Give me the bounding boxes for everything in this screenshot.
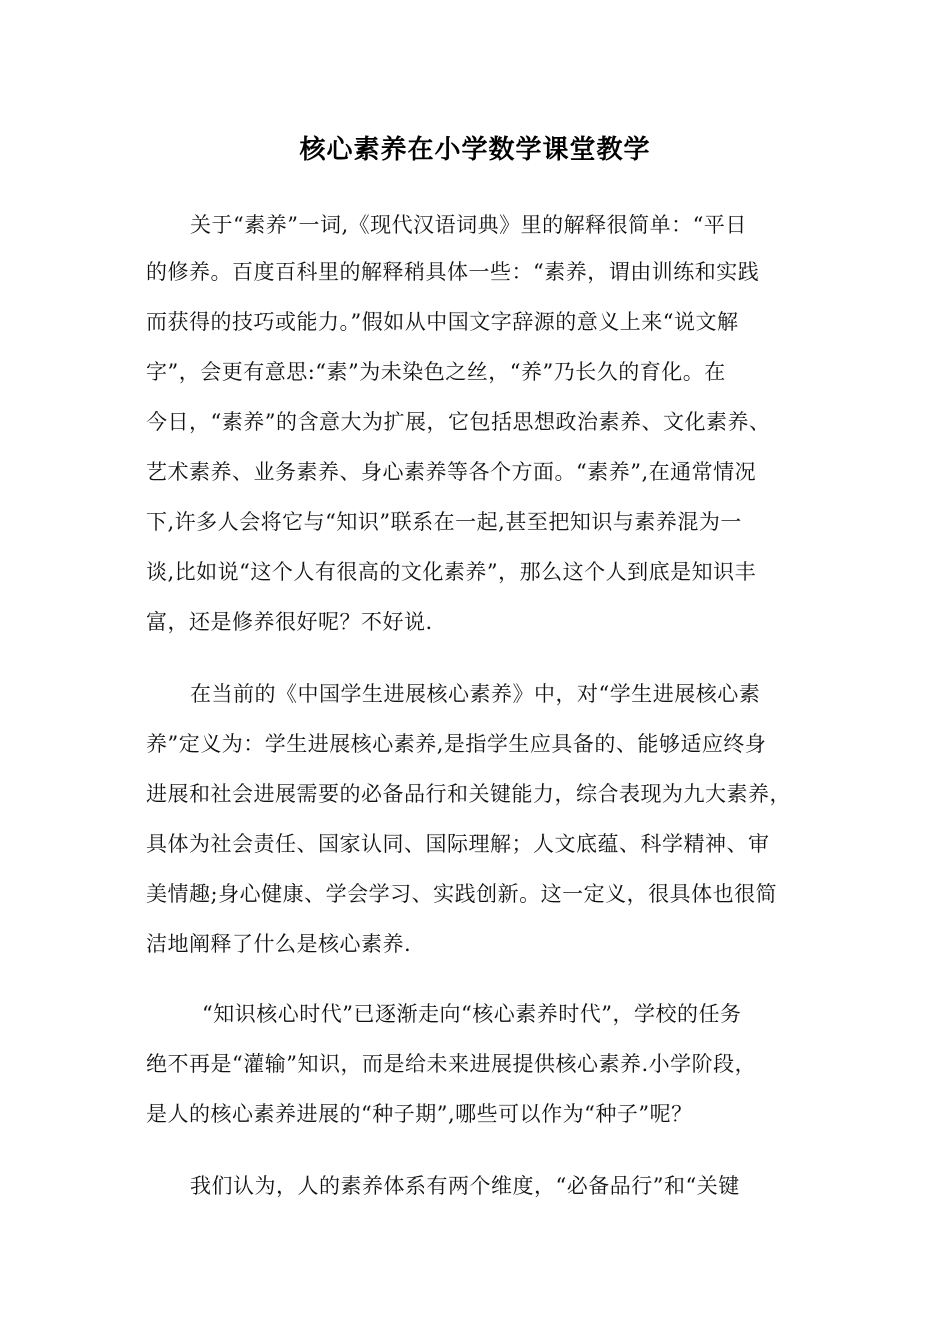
paragraph-line: 洁地阐释了什么是核心素养. — [146, 932, 412, 956]
paragraph-line: 艺术素养、业务素养、身心素养等各个方面。“素养”,在通常情况 — [146, 460, 757, 484]
paragraph-line: “知识核心时代”已逐渐走向“核心素养时代”，学校的任务 — [202, 1002, 742, 1026]
paragraph-line: 而获得的技巧或能力。”假如从中国文字辞源的意义上来“说文解 — [146, 310, 739, 334]
paragraph-line: 美情趣;身心健康、学会学习、实践创新。这一定义，很具体也很简 — [146, 882, 778, 906]
paragraph-line: 的修养。百度百科里的解释稍具体一些：“素养，谓由训练和实践 — [146, 260, 760, 284]
paragraph-line: 今日，“素养”的含意大为扩展，它包括思想政治素养、文化素养、 — [146, 410, 771, 434]
paragraph-line: 谈,比如说“这个人有很高的文化素养”，那么这个人到底是知识丰 — [146, 560, 757, 584]
paragraph-line: 我们认为，人的素养体系有两个维度，“必备品行”和“关键 — [190, 1174, 740, 1198]
paragraph-line: 养”定义为：学生进展核心素养,是指学生应具备的、能够适应终身 — [146, 732, 767, 756]
paragraph-line: 是人的核心素养进展的“种子期”,哪些可以作为“种子”呢？ — [146, 1102, 693, 1126]
document-title: 核心素养在小学数学课堂教学 — [299, 135, 651, 165]
paragraph-line: 关于“素养”一词,《现代汉语词典》里的解释很简单：“平日 — [190, 213, 747, 237]
paragraph-line: 富，还是修养很好呢？不好说. — [146, 610, 433, 634]
paragraph-line: 进展和社会进展需要的必备品行和关键能力，综合表现为九大素养， — [146, 782, 791, 806]
paragraph-line: 在当前的《中国学生进展核心素养》中，对“学生进展核心素 — [190, 682, 761, 706]
paragraph-line: 字”，会更有意思:“素”为未染色之丝，“养”乃长久的育化。在 — [146, 360, 726, 384]
paragraph-line: 绝不再是“灌输”知识，而是给未来进展提供核心素养.小学阶段， — [146, 1052, 757, 1076]
paragraph-line: 具体为社会责任、国家认同、国际理解；人文底蕴、科学精神、审 — [146, 832, 770, 856]
paragraph-line: 下,许多人会将它与“知识”联系在一起,甚至把知识与素养混为一 — [146, 510, 742, 534]
